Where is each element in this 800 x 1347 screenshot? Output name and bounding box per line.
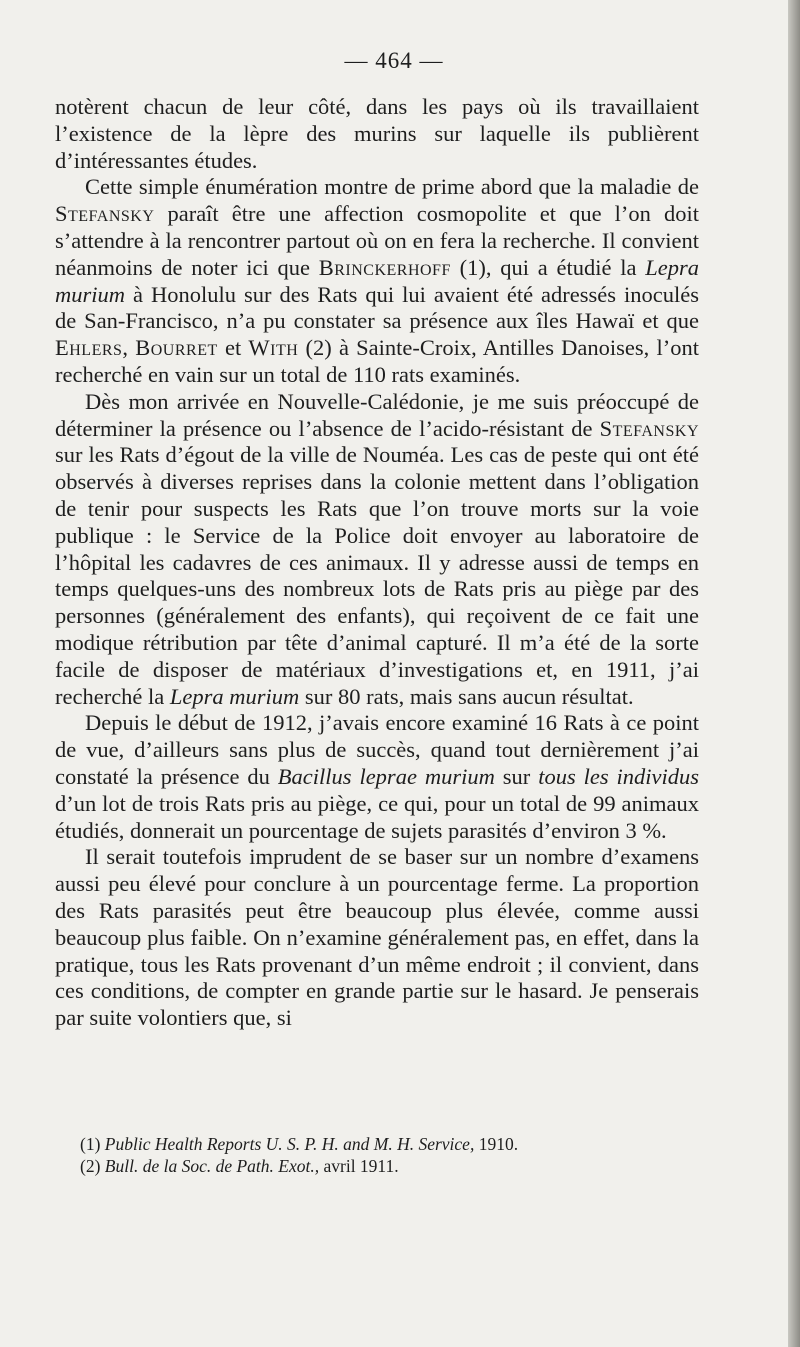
text-run: paraît être une affection cosmopolite et que l’on doit s’attendre à la rencontrer partout où on en fera la recherche. Il convient néanmoins de noter ici que [55,201,699,280]
text-run: et [217,335,249,361]
text-run: sur [494,763,539,789]
text-run: avril 1911. [319,1156,399,1176]
paragraph [55,389,699,711]
footnote [80,1155,700,1177]
footnote [80,1133,700,1155]
italic-text: Lepra murium [169,683,300,709]
italic-text: Public Health Reports U. S. P. H. and M. H. Service, [104,1134,475,1154]
text-run: , [122,335,136,361]
italic-text: Bacillus leprae murium [277,763,495,789]
author-name: Bourret [135,335,218,361]
text-run: sur 80 rats, mais sans aucun résultat. [299,683,634,709]
text-run: (2) à Sainte-Croix, Antilles Danoises, l’ont recherché en vain sur un total de 110 rats examinés. [55,335,699,387]
footnotes [80,1133,700,1177]
author-name: With [248,335,299,361]
text-run: à Honolulu sur des Rats qui lui avaient été adressés inoculés de San-Francisco, n’a pu constater sa présence aux îles Hawaï et que [55,281,699,334]
page-edge-shadow [788,0,800,1347]
text-run: (2) [80,1156,105,1176]
body-text [55,94,699,1032]
paragraph [55,844,699,1032]
paragraph [55,94,699,174]
text-run: Il serait toutefois imprudent de se baser sur un nombre d’examens aussi peu élevé pour conclure à un pourcentage ferme. La proportion des Rats parasités peut être beaucoup plus élevée, comme aussi beaucoup plus faible. On n’examine généralement pas, en effet, dans la pratique, tous les Rats provenant d’un même endroit ; il convient, dans ces conditions, de compter en grande partie sur le hasard. Je penserais par suite volontiers que, si [55,844,699,1031]
page-number: — 464 — [344,48,444,73]
paragraph [55,174,699,388]
author-name: Stefansky [55,201,155,227]
text-run: sur les Rats d’égout de la ville de Nouméa. Les cas de peste qui ont été observés à diverses reprises dans la colonie mettent dans l’obligation de tenir pour suspects les Rats que l’on trouve morts sur la voie publique : le Service de la Police doit envoyer au laboratoire de l’hôpital les cadavres de ces animaux. Il y adresse aussi de temps en temps quelques-uns des nombreux lots de Rats pris au piège par des personnes (généralement des enfants), qui reçoivent de ce fait une modique rétribution par tête d’animal capturé. Il m’a été de la sorte facile de disposer de matériaux d’investigations et, en 1911, j’ai recherché la [55,442,699,709]
paragraph [55,710,699,844]
text-run: Cette simple énumération montre de prime abord que la maladie de [85,174,699,200]
text-run: notèrent chacun de leur côté, dans les pays où ils travaillaient l’existence de la lèpre des murins sur laquelle ils publièrent d’intéressantes études. [55,94,699,173]
author-name: Ehlers [55,335,123,361]
text-run: (1) [80,1134,105,1154]
text-run: Dès mon arrivée en Nouvelle-Calédonie, je me suis préoccupé de déterminer la présence ou l’absence de l’acido-résistant de [55,388,699,441]
italic-text: Bull. de la Soc. de Path. Exot., [104,1156,320,1176]
author-name: Brinckerhoff [318,254,451,280]
text-run: Depuis le début de 1912, j’avais encore examiné 16 Rats à ce point de vue, d’ailleurs sans plus de succès, quand tout dernièrement j’ai constaté la présence du [55,710,699,789]
italic-text: Lepra murium [55,254,699,307]
italic-text: tous les individus [538,763,700,789]
text-run: 1910. [474,1134,519,1154]
text-run: (1), qui a étudié la [450,254,646,280]
author-name: Stefansky [599,415,699,441]
text-run: d’un lot de trois Rats pris au piège, ce qui, pour un total de 99 animaux étudiés, donnerait un pourcentage de sujets parasités d’environ 3 %. [55,790,699,843]
